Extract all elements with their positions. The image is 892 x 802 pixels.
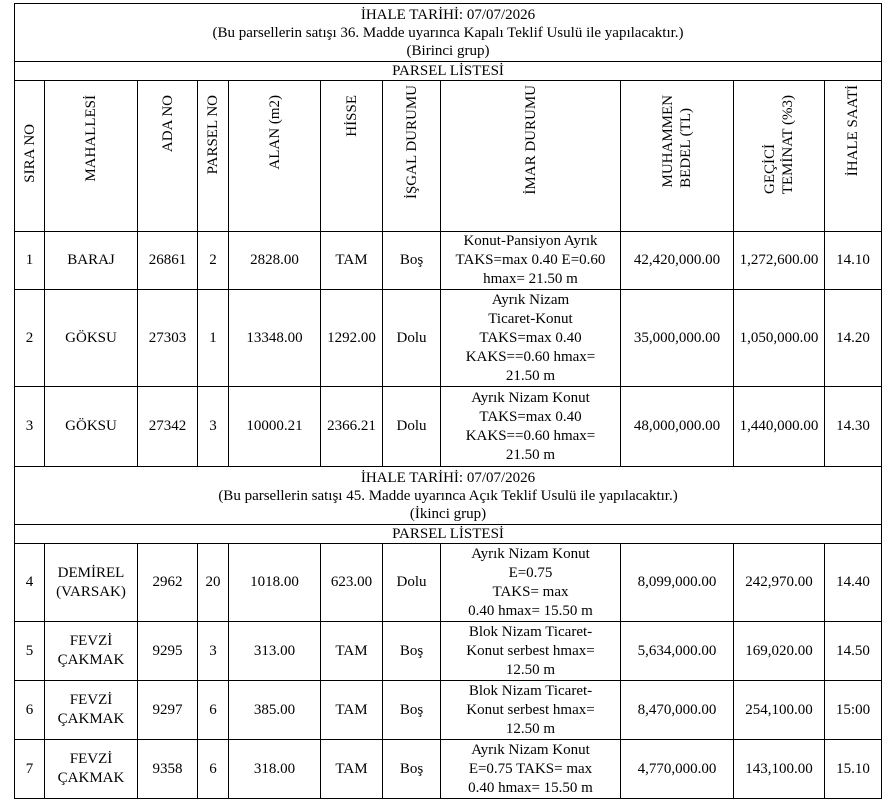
group-2-banner-row (15, 467, 882, 525)
cell-parsel: 6 (198, 681, 229, 740)
group-1-method: (Bu parsellerin satışı 36. Madde uyarınca Kapalı Teklif Usulü ile yapılacaktır.) (212, 24, 684, 41)
cell-bedel: 8,099,000.00 (621, 544, 734, 622)
table-row (15, 681, 882, 740)
cell-hisse: 1292.00 (321, 290, 383, 387)
cell-parsel: 3 (198, 622, 229, 681)
cell-parsel: 1 (198, 290, 229, 387)
cell-mahalle: FEVZİ ÇAKMAK (45, 622, 138, 681)
cell-sira: 6 (15, 681, 45, 740)
cell-alan: 318.00 (229, 740, 321, 799)
header-ihale-saati: İHALE SAATİ (825, 81, 882, 232)
cell-ada: 27303 (138, 290, 198, 387)
group-2-label: (İkinci grup) (409, 505, 487, 522)
cell-hisse: TAM (321, 622, 383, 681)
group-1-label: (Birinci grup) (406, 42, 490, 59)
group-1-banner-row (15, 4, 882, 62)
cell-alan: 2828.00 (229, 232, 321, 290)
cell-imar: Ayrık Nizam Konut E=0.75 TAKS= max 0.40 hmax= 15.50 m (441, 544, 621, 622)
cell-alan: 13348.00 (229, 290, 321, 387)
cell-parsel: 6 (198, 740, 229, 799)
cell-hisse: TAM (321, 232, 383, 290)
cell-saat: 15.10 (825, 740, 882, 799)
cell-saat: 14.10 (825, 232, 882, 290)
cell-bedel: 35,000,000.00 (621, 290, 734, 387)
group-2-list-title-row (15, 525, 882, 544)
group-2-banner (15, 467, 882, 525)
cell-teminat: 254,100.00 (734, 681, 825, 740)
parcel-table (14, 3, 882, 799)
cell-teminat: 1,440,000.00 (734, 387, 825, 467)
header-mahallesi: MAHALLESİ (45, 81, 138, 232)
cell-ada: 9297 (138, 681, 198, 740)
cell-isgal: Dolu (383, 387, 441, 467)
cell-alan: 1018.00 (229, 544, 321, 622)
cell-sira: 2 (15, 290, 45, 387)
cell-saat: 14.40 (825, 544, 882, 622)
cell-imar: Ayrık Nizam Konut TAKS=max 0.40 KAKS==0.60 hmax= 21.50 m (441, 387, 621, 467)
cell-isgal: Boş (383, 740, 441, 799)
cell-alan: 313.00 (229, 622, 321, 681)
cell-mahalle: FEVZİ ÇAKMAK (45, 740, 138, 799)
cell-parsel: 20 (198, 544, 229, 622)
header-alan: ALAN (m2) (229, 81, 321, 232)
cell-ada: 2962 (138, 544, 198, 622)
cell-saat: 14.30 (825, 387, 882, 467)
cell-bedel: 8,470,000.00 (621, 681, 734, 740)
header-muhammen-bedel: MUHAMMEN BEDEL (TL) (621, 81, 734, 232)
header-gecici-teminat: GEÇİCİ TEMİNAT (%3) (734, 81, 825, 232)
cell-mahalle: DEMİREL (VARSAK) (45, 544, 138, 622)
group-1-banner (15, 4, 882, 62)
column-header-row (15, 81, 882, 232)
cell-ada: 9295 (138, 622, 198, 681)
header-ada-no: ADA NO (138, 81, 198, 232)
cell-mahalle: GÖKSU (45, 290, 138, 387)
header-isgal-durumu: İŞGAL DURUMU (383, 81, 441, 232)
group-2-date: İHALE TARİHİ: 07/07/2026 (360, 469, 536, 486)
group-1-date: İHALE TARİHİ: 07/07/2026 (360, 6, 536, 23)
cell-teminat: 143,100.00 (734, 740, 825, 799)
cell-isgal: Dolu (383, 544, 441, 622)
table-row (15, 740, 882, 799)
header-parsel-no: PARSEL NO (198, 81, 229, 232)
header-hisse: HİSSE (321, 81, 383, 232)
header-sira-no: SIRA NO (15, 81, 45, 232)
table-row (15, 232, 882, 290)
cell-sira: 7 (15, 740, 45, 799)
cell-parsel: 3 (198, 387, 229, 467)
cell-saat: 14.20 (825, 290, 882, 387)
group-1-list-title: PARSEL LİSTESİ (15, 62, 882, 81)
cell-bedel: 4,770,000.00 (621, 740, 734, 799)
cell-bedel: 5,634,000.00 (621, 622, 734, 681)
cell-mahalle: GÖKSU (45, 387, 138, 467)
cell-imar: Ayrık Nizam Konut E=0.75 TAKS= max 0.40 hmax= 15.50 m (441, 740, 621, 799)
cell-imar: Konut-Pansiyon Ayrık TAKS=max 0.40 E=0.60 hmax= 21.50 m (441, 232, 621, 290)
cell-saat: 14.50 (825, 622, 882, 681)
cell-hisse: TAM (321, 681, 383, 740)
cell-imar: Ayrık Nizam Ticaret-Konut TAKS=max 0.40 KAKS==0.60 hmax= 21.50 m (441, 290, 621, 387)
group-2-method: (Bu parsellerin satışı 45. Madde uyarınca Açık Teklif Usulü ile yapılacaktır.) (218, 487, 678, 504)
cell-hisse: TAM (321, 740, 383, 799)
auction-document (14, 3, 882, 799)
cell-sira: 3 (15, 387, 45, 467)
cell-teminat: 1,272,600.00 (734, 232, 825, 290)
cell-ada: 26861 (138, 232, 198, 290)
cell-mahalle: FEVZİ ÇAKMAK (45, 681, 138, 740)
cell-isgal: Boş (383, 232, 441, 290)
group-1-list-title-row (15, 62, 882, 81)
cell-parsel: 2 (198, 232, 229, 290)
cell-saat: 15:00 (825, 681, 882, 740)
table-row (15, 290, 882, 387)
cell-alan: 10000.21 (229, 387, 321, 467)
cell-ada: 27342 (138, 387, 198, 467)
cell-alan: 385.00 (229, 681, 321, 740)
cell-imar: Blok Nizam Ticaret- Konut serbest hmax= 12.50 m (441, 681, 621, 740)
cell-isgal: Boş (383, 681, 441, 740)
table-row (15, 622, 882, 681)
cell-imar: Blok Nizam Ticaret- Konut serbest hmax= 12.50 m (441, 622, 621, 681)
cell-mahalle: BARAJ (45, 232, 138, 290)
cell-ada: 9358 (138, 740, 198, 799)
cell-isgal: Dolu (383, 290, 441, 387)
table-row (15, 544, 882, 622)
cell-sira: 4 (15, 544, 45, 622)
cell-bedel: 48,000,000.00 (621, 387, 734, 467)
cell-isgal: Boş (383, 622, 441, 681)
cell-sira: 5 (15, 622, 45, 681)
table-row (15, 387, 882, 467)
cell-teminat: 1,050,000.00 (734, 290, 825, 387)
cell-hisse: 623.00 (321, 544, 383, 622)
cell-bedel: 42,420,000.00 (621, 232, 734, 290)
cell-teminat: 242,970.00 (734, 544, 825, 622)
header-imar-durumu: İMAR DURUMU (441, 81, 621, 232)
group-2-list-title: PARSEL LİSTESİ (15, 525, 882, 544)
cell-hisse: 2366.21 (321, 387, 383, 467)
cell-sira: 1 (15, 232, 45, 290)
cell-teminat: 169,020.00 (734, 622, 825, 681)
